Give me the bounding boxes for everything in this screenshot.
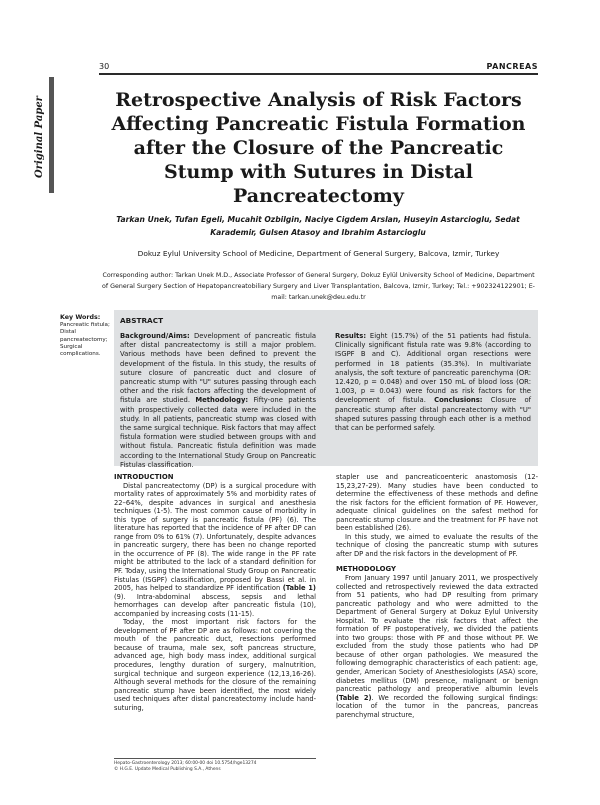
abstract-results-label: Results: <box>335 332 367 340</box>
body-column-left <box>114 473 316 712</box>
footer-rule <box>114 758 316 759</box>
table-1-reference[interactable]: (Table 1) <box>282 584 316 593</box>
keywords-block <box>60 314 112 358</box>
section-label: PANCREAS <box>486 62 538 71</box>
footer <box>114 761 256 773</box>
article-type-label: Original Paper <box>34 96 45 178</box>
footer-citation: Hepato-Gastroenterology 2013; 60:00-00 doi 10.5754/hge13274 <box>114 761 257 766</box>
abstract-background-text: Development of pancreatic fistula after distal pancreatectomy is still a major problem. Various methods have been defined to prevent the development of the fistula. In this study, the results of suture closure of pancreatic duct and closure of pancreatic stump with "U" sutures passing through each other and the risk factors affecting the development of fistula are studied. <box>120 332 316 405</box>
abstract-box <box>114 310 538 469</box>
abstract-conclusions-text: Closure of pancreatic stump after distal pancreatectomy with "U" shaped sutures passing through each other is a method that can be performed safely. <box>335 396 531 433</box>
header-rule <box>99 73 538 75</box>
side-bar-decoration <box>49 77 54 193</box>
abstract-conclusions-label: Conclusions: <box>434 396 483 405</box>
introduction-heading: INTRODUCTION <box>114 473 174 481</box>
paper-title: Retrospective Analysis of Risk Factors Affecting Pancreatic Fistula Formation after the Closure of the Pancreatic Stump with Sutures in Distal Pancreatectomy <box>111 89 526 207</box>
footer-copyright: © H.G.E. Update Medical Publishing S.A., Athens <box>114 767 221 772</box>
correspondence: Corresponding author: Tarkan Unek M.D., Associate Professor of General Surgery, Dokuz Eylül University School of Medicine, Department of General Surgery Section of Hepatopancreatobiliary Surgery and Liver Transplantation, Balcova, Izmir, Turkey; Tel.: +902324122901; E-mail: tarkan.unek@deu.edu.tr <box>102 272 535 301</box>
page-number: 30 <box>99 62 110 71</box>
abstract-column-left <box>120 332 316 470</box>
abstract-results-text: Eight (15.7%) of the 51 patients had fistula. Clinically significant fistula rate was 9.8% (according to ISGPF B and C). Additional organ resections were performed in 18 patients (35.3%). In multivariate analysis, the soft texture of pancreatic parenchyma (OR: 12.420, p = 0.048) and over 150 mL of blood loss (OR: 1.003, p = 0.043) were found as risk factors for the development of fistula. <box>335 332 531 405</box>
table-2-reference[interactable]: (Table 2) <box>336 693 372 702</box>
author-list: Tarkan Unek, Tufan Egeli, Mucahit Ozbilgin, Naciye Cigdem Arslan, Huseyin Astarcioglu, Sedat Karademir, Gulsen Atasoy and Ibrahim Astarcioglu <box>116 215 520 237</box>
abstract-background-label: Background/Aims: <box>120 332 190 340</box>
intro-paragraph-2: Today, the most important risk factors for the development of PF after DP are as follows: not covering the mouth of the pancreatic duct, resections performed because of trauma, male sex, soft pancreas structure, advanced age, high body mass index, additional surgical procedures, lengthy duration of surgery, malnutrition, surgical technique and surgeon experience (12,13,16-26). Although several methods for the closure of the remaining pancreatic stump have been identified, the most widely used techniques after distal pancreatectomy include hand-suturing, <box>114 618 316 712</box>
keywords-text: Pancreatic fistula; Distal pancreatectomy; Surgical complications. <box>60 322 110 358</box>
intro-paragraph-4: In this study, we aimed to evaluate the results of the technique of closing the pancreatic stump with sutures after DP and the risk factors in the development of PF. <box>336 532 538 558</box>
methodology-paragraph-1: From January 1997 until January 2011, we prospectively collected and retrospectively reviewed the data extracted from 51 patients, who had DP resulting from primary pancreatic pathology and who were admitted to the Department of General Surgery at Dokuz Eylul University Hospital. To evaluate the risk factors that affect the formation of PF postoperatively, we divided the patients into two groups: those with PF and those without PF. We excluded from the study those patients who had DP because of other organ pathologies. We measured the following demographic characteristics of each patient: age, gender, American Society of Anesthesiologists (ASA) score, diabetes mellitus (DM) presence, malignant or benign pancreatic pathology and preoperative albumin levels (Table 2). We recorded the following surgical findings: location of the tumor in the pancreas, pancreas parenchymal structure, <box>336 574 539 719</box>
body-column-right <box>336 473 538 719</box>
keywords-heading: Key Words: <box>60 314 101 321</box>
abstract-heading: ABSTRACT <box>120 316 164 325</box>
methodology-heading: METHODOLOGY <box>336 565 396 574</box>
intro-paragraph-1: Distal pancreatectomy (DP) is a surgical procedure with mortality rates of approximately 5% and morbidity rates of 22–64%, despite advances in surgical and anesthesia techniques (1-5). The most common cause of morbidity in this type of surgery is pancreatic fistula (PF) (6). The literature has reported that the incidence of PF after DP can range from 0% to 61% (7). Unfortunately, despite advances in pancreatic surgery, there has been no change reported in the occurrence of PF (8). The wide range in the PF rate might be attributed to the lack of a standard definition for PF. Today, using the International Study Group on Pancreatic Fistulas (ISGPF) classification, proposed by Bassi et al. in 2005, has helped to standardize PF identification (Table 1) (9). Intra-abdominal abscess, sepsis and lethal hemorrhages can develop after pancreatic fistula (10), accompanied by increasing costs (11-15). <box>114 481 316 618</box>
abstract-methodology-text: Fifty-one patients with prospectively collected data were included in the study. In all patients, pancreatic stump was closed with the same surgical technique. Risk factors that may affect fistula formation were studied between groups with and without fistula. Pancreatic fistula definition was made according to the International Study Group on Pancreatic Fistulas classification. <box>120 396 317 469</box>
abstract-methodology-label: Methodology: <box>195 396 249 405</box>
affiliation: Dokuz Eylul University School of Medicine, Department of General Surgery, Balcova, Izmir, Turkey <box>137 249 500 258</box>
intro-paragraph-3: stapler use and pancreaticoenteric anastomosis (12-15,23,27-29). Many studies have been conducted to determine the effectiveness of these methods and define the risk factors for the efficient formation of PF. However, adequate clinical guidelines on the safest method for pancreatic stump closure and the treatment for PF have not been established (26). <box>336 473 538 533</box>
abstract-column-right <box>335 332 531 433</box>
